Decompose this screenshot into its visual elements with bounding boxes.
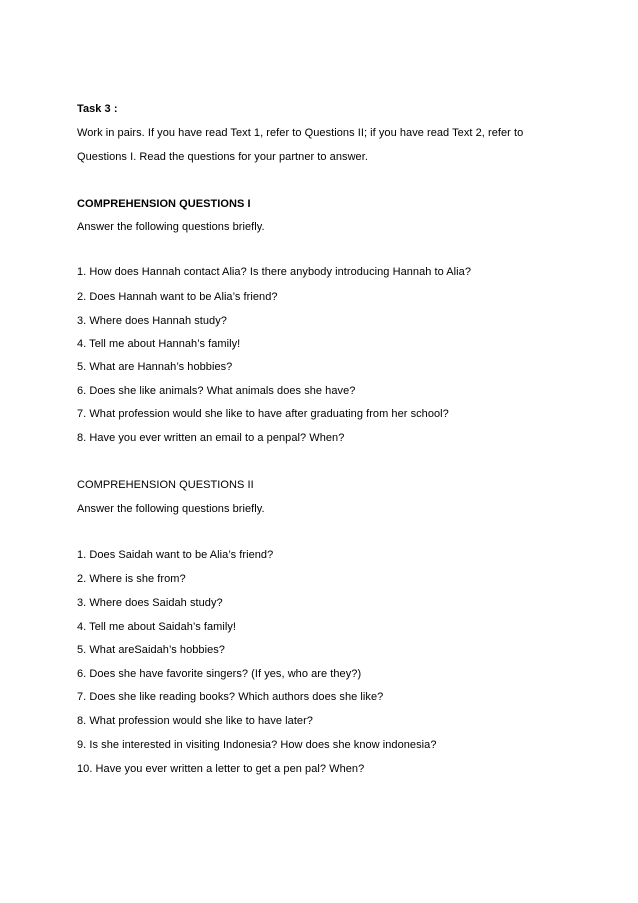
section-2-question: 4. Tell me about Saidah’s family! xyxy=(77,621,236,633)
section-2-question: 5. What areSaidah’s hobbies? xyxy=(77,644,225,656)
section-1-question: 1. How does Hannah contact Alia? Is there anybody introducing Hannah to Alia? xyxy=(77,266,471,278)
section-1-question: 6. Does she like animals? What animals does she have? xyxy=(77,385,356,397)
section-2-question: 1. Does Saidah want to be Alia’s friend? xyxy=(77,549,274,561)
section-2-question: 6. Does she have favorite singers? (If yes, who are they?) xyxy=(77,668,362,680)
section-2-question: 7. Does she like reading books? Which authors does she like? xyxy=(77,691,384,703)
section-2-question: 9. Is she interested in visiting Indonesia? How does she know indonesia? xyxy=(77,739,437,751)
section-2-question: 8. What profession would she like to have later? xyxy=(77,715,313,727)
section-1-question: 2. Does Hannah want to be Alia’s friend? xyxy=(77,291,278,303)
section-1-question: 4. Tell me about Hannah’s family! xyxy=(77,338,241,350)
section-1-subtitle: Answer the following questions briefly. xyxy=(77,221,265,233)
section-2-subtitle: Answer the following questions briefly. xyxy=(77,503,265,515)
section-1-question: 8. Have you ever written an email to a penpal? When? xyxy=(77,432,345,444)
task-heading: Task 3 : xyxy=(77,103,118,115)
task-instruction-line-2: Questions I. Read the questions for your partner to answer. xyxy=(77,151,368,163)
section-2-question: 3. Where does Saidah study? xyxy=(77,597,223,609)
section-2-title: COMPREHENSION QUESTIONS II xyxy=(77,479,254,491)
section-2-question: 2. Where is she from? xyxy=(77,573,186,585)
section-2-question: 10. Have you ever written a letter to get a pen pal? When? xyxy=(77,763,365,775)
task-instruction-line-1: Work in pairs. If you have read Text 1, refer to Questions II; if you have read Text 2, refer to xyxy=(77,127,524,139)
section-1-question: 7. What profession would she like to have after graduating from her school? xyxy=(77,408,449,420)
section-1-question: 3. Where does Hannah study? xyxy=(77,315,227,327)
section-1-title: COMPREHENSION QUESTIONS I xyxy=(77,198,251,210)
section-1-question: 5. What are Hannah’s hobbies? xyxy=(77,361,233,373)
